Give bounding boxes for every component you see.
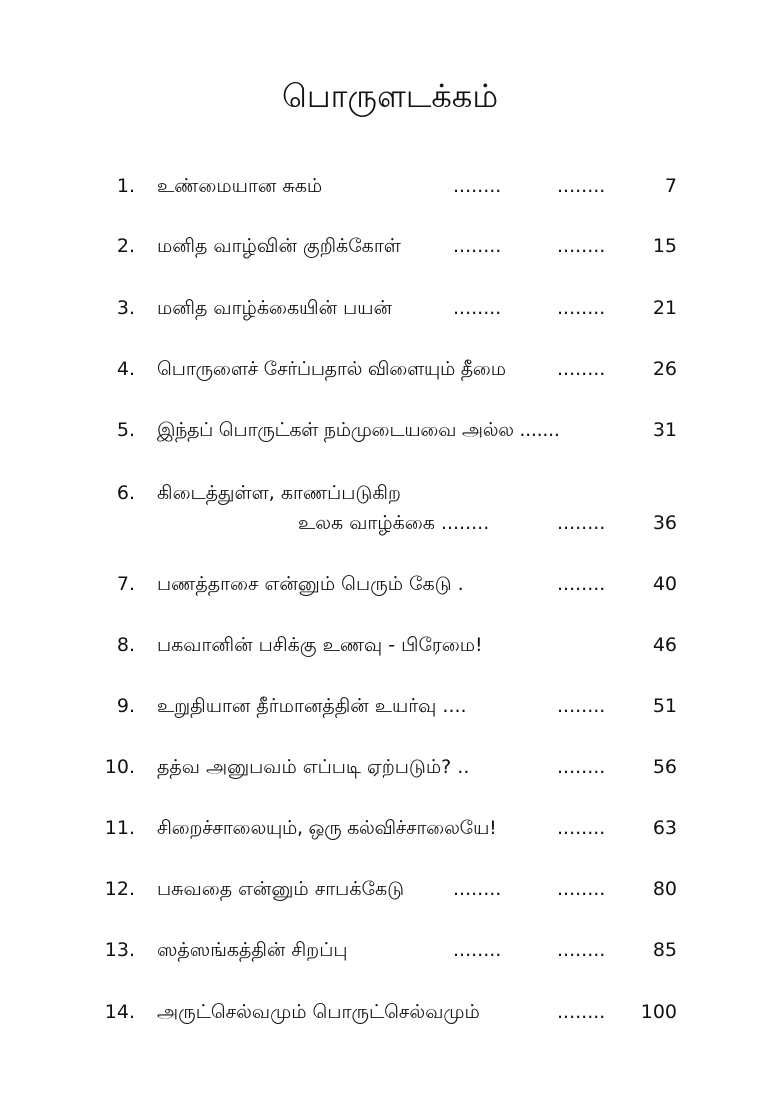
page-number: 26	[652, 358, 677, 380]
page-number: 100	[640, 1001, 677, 1023]
dot-leader: ........	[453, 175, 502, 197]
entry-title: மனித வாழ்க்கையின் பயன்	[157, 297, 392, 319]
entry-number: 3.	[116, 297, 135, 319]
toc-entry	[0, 930, 780, 970]
toc-entry	[0, 166, 780, 206]
entry-title: உறுதியான தீர்மானத்தின் உயர்வு ....	[157, 695, 467, 717]
entry-title: உண்மையான சுகம்	[157, 175, 323, 197]
dot-leader: ........	[557, 358, 606, 380]
page-number: 15	[652, 235, 677, 257]
toc-entry	[0, 625, 780, 665]
entry-number: 5.	[116, 419, 135, 441]
entry-number: 13.	[104, 939, 135, 961]
dot-leader: ........	[557, 939, 606, 961]
entry-number: 14.	[104, 1001, 135, 1023]
page-number: 7	[664, 175, 677, 197]
toc-entry	[0, 349, 780, 389]
dot-leader: ........	[557, 175, 606, 197]
entry-title: தத்வ அனுபவம் எப்படி ஏற்படும்? ..	[157, 756, 470, 778]
entry-number: 9.	[116, 695, 135, 717]
entry-title: மனித வாழ்வின் குறிக்கோள்	[157, 235, 401, 257]
entry-number: 1.	[116, 175, 135, 197]
page-number: 56	[652, 756, 677, 778]
dot-leader: ........	[453, 235, 502, 257]
page-number: 46	[652, 634, 677, 656]
dot-leader: ........	[557, 297, 606, 319]
page-number: 85	[652, 939, 677, 961]
page-number: 40	[652, 573, 677, 595]
dot-leader: ........	[557, 817, 606, 839]
page-number: 51	[652, 695, 677, 717]
page-number: 63	[652, 817, 677, 839]
dot-leader: ........	[557, 235, 606, 257]
toc-entry-continuation	[0, 503, 780, 543]
toc-entry	[0, 808, 780, 848]
page-number: 80	[652, 878, 677, 900]
dot-leader: ........	[557, 695, 606, 717]
entry-title: பணத்தாசை என்னும் பெரும் கேடு .	[157, 573, 464, 595]
entry-title: கிடைத்துள்ள, காணப்படுகிற	[157, 482, 401, 504]
page-number: 36	[652, 512, 677, 534]
page-number: 21	[652, 297, 677, 319]
dot-leader: ........	[453, 297, 502, 319]
toc-entry	[0, 686, 780, 726]
entry-number: 10.	[104, 756, 135, 778]
entry-number: 6.	[116, 482, 135, 504]
entry-title: இந்தப் பொருட்கள் நம்முடையவை அல்ல .......	[157, 419, 560, 441]
toc-entry	[0, 410, 780, 450]
toc-entry	[0, 564, 780, 604]
page-title: பொருளடக்கம்	[281, 77, 499, 115]
entry-title: அருட்செல்வமும் பொருட்செல்வமும்	[157, 1001, 480, 1023]
entry-number: 12.	[104, 878, 135, 900]
toc-entry	[0, 747, 780, 787]
entry-title: பகவானின் பசிக்கு உணவு - பிரேமை!	[157, 634, 483, 656]
dot-leader: ........	[557, 512, 606, 534]
entry-number: 2.	[116, 235, 135, 257]
entry-title-continuation: உலக வாழ்க்கை ........	[298, 512, 490, 534]
entry-number: 8.	[116, 634, 135, 656]
dot-leader: ........	[453, 878, 502, 900]
dot-leader: ........	[557, 756, 606, 778]
dot-leader: ........	[453, 939, 502, 961]
toc-entry	[0, 869, 780, 909]
toc-entry	[0, 226, 780, 266]
dot-leader: ........	[557, 1001, 606, 1023]
entry-title: ஸத்ஸங்கத்தின் சிறப்பு	[157, 939, 348, 961]
dot-leader: ........	[557, 878, 606, 900]
toc-entry	[0, 288, 780, 328]
entry-title: சிறைச்சாலையும், ஒரு கல்விச்சாலையே!	[157, 817, 497, 839]
entry-title: பொருளைச் சேர்ப்பதால் விளையும் தீமை	[157, 358, 506, 380]
dot-leader: ........	[557, 573, 606, 595]
toc-entry	[0, 992, 780, 1032]
entry-number: 4.	[116, 358, 135, 380]
page-number: 31	[652, 419, 677, 441]
entry-number: 11.	[104, 817, 135, 839]
entry-number: 7.	[116, 573, 135, 595]
entry-title: பசுவதை என்னும் சாபக்கேடு	[157, 878, 405, 900]
